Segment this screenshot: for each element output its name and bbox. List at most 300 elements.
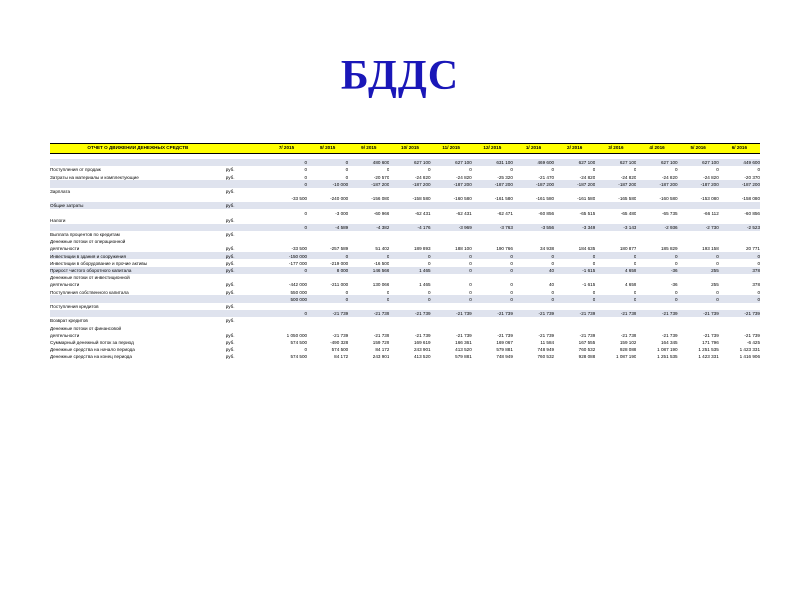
row-value: 166 361 [431,339,472,346]
row-value: -66 112 [678,209,719,216]
row-value: -2 730 [678,224,719,231]
row-value: 190 766 [472,245,513,252]
table-row [50,188,760,195]
row-value: 627 100 [636,159,677,166]
row-value: -60 966 [348,209,389,216]
row-value: 0 [389,166,430,173]
row-value [719,231,760,238]
row-value: 0 [266,346,307,353]
row-value: -187 200 [719,180,760,187]
row-value: 11 584 [513,339,554,346]
row-value: 0 [389,259,430,266]
row-value: -33 500 [266,195,307,202]
row-value: 550 000 [266,288,307,295]
row-value [513,324,554,331]
row-value: 255 [678,267,719,274]
row-value: -153 080 [678,195,719,202]
table-row [50,245,760,252]
row-unit: руб. [226,216,266,223]
row-value: 0 [472,166,513,173]
row-label: Денежные средства на конец периода [50,353,226,360]
row-value: -187 200 [554,180,595,187]
row-value: -187 200 [431,180,472,187]
row-value: 164 345 [636,339,677,346]
cash-flow-table [50,143,760,360]
row-value: 574 500 [307,346,348,353]
row-value [348,188,389,195]
row-value: 0 [472,267,513,274]
row-unit: руб. [226,252,266,259]
row-label [50,224,226,231]
row-value: 130 066 [348,281,389,288]
row-value: 0 [472,252,513,259]
row-value [678,238,719,245]
row-value: 184 635 [554,245,595,252]
row-value: -21 739 [595,331,636,338]
row-value [595,324,636,331]
row-value: -21 739 [595,310,636,317]
row-value: 1 050 000 [266,331,307,338]
row-label: Зарплата [50,188,226,195]
row-value: 0 [307,288,348,295]
table-row [50,216,760,223]
row-value [719,202,760,209]
row-value [431,238,472,245]
row-value: -36 [636,281,677,288]
row-value: 0 [266,166,307,173]
row-value: 0 [513,259,554,266]
row-value: 8 000 [307,267,348,274]
row-value [472,324,513,331]
row-label [50,159,226,166]
row-value: -21 739 [389,331,430,338]
row-value [719,238,760,245]
row-value: 0 [595,288,636,295]
table-row [50,353,760,360]
row-value: 0 [595,166,636,173]
row-unit: руб. [226,281,266,288]
row-unit [226,324,266,331]
table-row [50,224,760,231]
row-label: Выплата процентов по кредитам [50,231,226,238]
row-value: 579 881 [431,353,472,360]
row-value: -3 349 [554,224,595,231]
row-value: -60 856 [513,209,554,216]
row-value: 627 100 [431,159,472,166]
row-value [636,274,677,281]
row-value: 1 423 331 [719,346,760,353]
row-value: -219 000 [307,259,348,266]
row-unit: руб. [226,303,266,310]
row-value: -21 739 [678,310,719,317]
table-header-period: 12/ 2015 [472,144,513,154]
row-value: -10 000 [307,180,348,187]
row-value [595,188,636,195]
table-row [50,180,760,187]
row-value: 188 100 [431,245,472,252]
row-value [595,317,636,324]
row-label: деятельности [50,245,226,252]
row-value [636,202,677,209]
row-value: 1 087 190 [636,346,677,353]
row-value: 0 [266,310,307,317]
row-value: -21 739 [513,310,554,317]
row-value [554,202,595,209]
row-value: 0 [719,259,760,266]
row-value: 0 [513,288,554,295]
row-value: 413 520 [431,346,472,353]
row-value: -65 735 [636,209,677,216]
row-value [266,317,307,324]
row-value: 1 465 [389,267,430,274]
table-row [50,195,760,202]
row-value [472,188,513,195]
row-value [513,303,554,310]
row-value: -25 320 [472,173,513,180]
row-value: -62 431 [431,209,472,216]
row-value [554,317,595,324]
row-value [389,202,430,209]
row-value [266,216,307,223]
table-row [50,173,760,180]
table-row [50,238,760,245]
row-value [307,202,348,209]
row-value [307,216,348,223]
table-row [50,252,760,259]
row-unit: руб. [226,188,266,195]
row-value: 0 [431,281,472,288]
row-value: 0 [678,252,719,259]
row-value: 255 [678,281,719,288]
row-value [307,238,348,245]
row-value [389,303,430,310]
row-value [636,324,677,331]
row-unit: руб. [226,231,266,238]
row-value: 1 465 [389,281,430,288]
row-label: Денежные потоки от операционной [50,238,226,245]
row-value: -21 739 [348,310,389,317]
row-label: Общие затраты [50,202,226,209]
row-value [266,274,307,281]
row-value: -21 739 [636,331,677,338]
row-label [50,310,226,317]
row-value [719,274,760,281]
row-unit: руб. [226,245,266,252]
row-value: 0 [595,259,636,266]
row-value [554,188,595,195]
row-value: 627 100 [389,159,430,166]
row-value [307,317,348,324]
row-value [719,303,760,310]
page-title: БДДС [340,53,460,99]
row-value: 167 555 [554,339,595,346]
row-value: 627 100 [554,159,595,166]
row-value [266,324,307,331]
row-value [472,317,513,324]
row-value: 169 067 [472,339,513,346]
row-value: 0 [431,166,472,173]
row-value: -4 382 [348,224,389,231]
row-label [50,195,226,202]
row-value: 0 [266,209,307,216]
row-value [348,231,389,238]
row-value: 0 [307,173,348,180]
row-value: 449 600 [719,159,760,166]
row-value: -6 425 [719,339,760,346]
row-value [513,202,554,209]
row-value [513,231,554,238]
row-label: Поступления собственного капитала [50,288,226,295]
row-value: -160 580 [636,195,677,202]
row-value [554,324,595,331]
row-value: 159 729 [348,339,389,346]
row-value [431,324,472,331]
row-value: -187 200 [472,180,513,187]
row-value [307,324,348,331]
table-header-period: 6/ 2016 [719,144,760,154]
row-value: 0 [513,252,554,259]
row-value: 0 [636,166,677,173]
row-value: 574 500 [266,339,307,346]
row-label: Прирост чистого оборотного капитала [50,267,226,274]
row-value [678,231,719,238]
row-value: -21 739 [719,310,760,317]
row-unit [226,295,266,302]
row-value [389,231,430,238]
row-value [472,202,513,209]
row-value: 0 [554,252,595,259]
row-value: -21 739 [389,310,430,317]
row-value [513,274,554,281]
row-value: 159 102 [595,339,636,346]
row-value: -4 589 [307,224,348,231]
table-row [50,166,760,173]
row-label: Поступления от продаж [50,166,226,173]
row-value: -3 556 [513,224,554,231]
row-value [431,188,472,195]
row-value [307,274,348,281]
row-value: 20 771 [719,245,760,252]
row-unit: руб. [226,346,266,353]
table-row [50,209,760,216]
row-value: -160 580 [431,195,472,202]
row-value: -2 523 [719,224,760,231]
row-value: 928 088 [554,353,595,360]
row-value: -211 000 [307,281,348,288]
table-row [50,281,760,288]
table-header-period: 10/ 2015 [389,144,430,154]
row-value: 748 949 [513,346,554,353]
row-value: 0 [595,295,636,302]
row-value [431,202,472,209]
table-row [50,274,760,281]
row-value [472,231,513,238]
table-row [50,339,760,346]
row-value: 0 [431,295,472,302]
row-unit: руб. [226,173,266,180]
row-value [389,238,430,245]
row-value: -65 515 [554,209,595,216]
row-value [678,202,719,209]
row-value [595,216,636,223]
row-value: 0 [307,295,348,302]
row-value: -150 000 [266,252,307,259]
row-value: 0 [472,295,513,302]
table-header-unit [226,144,266,154]
row-value [595,231,636,238]
row-value: 193 158 [678,245,719,252]
row-label: Инвестиции в здания и сооружения [50,252,226,259]
table-header-row [50,144,760,154]
row-value: 0 [307,252,348,259]
row-unit [226,224,266,231]
row-value: 0 [266,224,307,231]
row-value: 0 [636,259,677,266]
row-value: 0 [472,288,513,295]
row-label: деятельности [50,331,226,338]
row-value [595,274,636,281]
row-value: 627 100 [595,159,636,166]
row-value [348,317,389,324]
row-label: Поступления кредитов [50,303,226,310]
row-value [266,231,307,238]
row-unit: руб. [226,353,266,360]
row-value [472,274,513,281]
row-value: -257 589 [307,245,348,252]
row-value: 0 [719,288,760,295]
table-header-period: 2/ 2016 [554,144,595,154]
row-value: -21 739 [472,310,513,317]
row-value [266,188,307,195]
row-value: 40 [513,267,554,274]
row-value: 0 [595,252,636,259]
row-value: -21 739 [513,331,554,338]
row-value [431,274,472,281]
row-value: 500 000 [266,295,307,302]
row-value: 1 423 331 [678,353,719,360]
row-value: 574 500 [266,353,307,360]
row-value: 480 600 [348,159,389,166]
row-value: 1 251 535 [636,353,677,360]
row-value: -187 200 [595,180,636,187]
row-value [389,188,430,195]
row-value [678,317,719,324]
table-header-period: 8/ 2015 [307,144,348,154]
row-value [513,216,554,223]
row-value: -24 820 [554,173,595,180]
row-value [554,274,595,281]
row-value [513,188,554,195]
row-value: 0 [266,267,307,274]
row-value: -21 739 [307,331,348,338]
row-value: 40 [513,281,554,288]
table-header-period: 4/ 2016 [636,144,677,154]
row-value [595,238,636,245]
row-label: Инвестиции в оборудование и прочие активы [50,259,226,266]
row-value: -1 615 [554,267,595,274]
row-value [472,303,513,310]
row-value [636,188,677,195]
row-value: -3 763 [472,224,513,231]
row-value [513,238,554,245]
row-value: -1 615 [554,281,595,288]
row-value: -24 820 [431,173,472,180]
row-value [431,216,472,223]
row-value: -177 000 [266,259,307,266]
row-value [389,324,430,331]
row-unit: руб. [226,339,266,346]
row-value: 0 [678,166,719,173]
row-value [636,317,677,324]
row-value [348,238,389,245]
row-value: -161 580 [554,195,595,202]
row-value: -21 739 [472,331,513,338]
row-value [636,231,677,238]
row-value: 760 532 [554,346,595,353]
row-value [513,317,554,324]
row-value [678,303,719,310]
row-value [348,216,389,223]
row-value [348,202,389,209]
row-value: 4 659 [595,267,636,274]
row-value: 0 [348,166,389,173]
row-unit: руб. [226,331,266,338]
row-value: -161 580 [472,195,513,202]
row-value: 631 100 [472,159,513,166]
row-value [307,303,348,310]
row-value: -24 820 [389,173,430,180]
row-value: -3 000 [307,209,348,216]
row-value: 0 [431,252,472,259]
row-value: 84 172 [307,353,348,360]
row-value [431,317,472,324]
row-label: Затраты на материалы и комплектующие [50,173,226,180]
row-value: 243 901 [389,346,430,353]
table-row [50,231,760,238]
row-value: -21 739 [348,331,389,338]
row-value: -21 739 [431,310,472,317]
row-value: 169 619 [389,339,430,346]
row-value: -20 570 [348,173,389,180]
row-value: -62 471 [472,209,513,216]
row-value: -21 739 [678,331,719,338]
row-value: -21 739 [719,331,760,338]
row-value: 0 [307,159,348,166]
row-value: -65 480 [595,209,636,216]
row-value: 1 251 535 [678,346,719,353]
row-value [307,231,348,238]
row-value: 378 [719,267,760,274]
table-row [50,310,760,317]
row-value [389,216,430,223]
row-value [266,303,307,310]
row-value: -20 370 [719,173,760,180]
row-value: 146 566 [348,267,389,274]
row-value [678,274,719,281]
row-value [431,303,472,310]
row-value: 0 [472,259,513,266]
row-value [678,216,719,223]
row-value [719,188,760,195]
row-unit [226,238,266,245]
row-value [636,303,677,310]
row-value: 0 [348,295,389,302]
row-label [50,209,226,216]
row-unit: руб. [226,166,266,173]
table-header-period: 9/ 2015 [348,144,389,154]
row-value: -21 470 [513,173,554,180]
table-row [50,295,760,302]
